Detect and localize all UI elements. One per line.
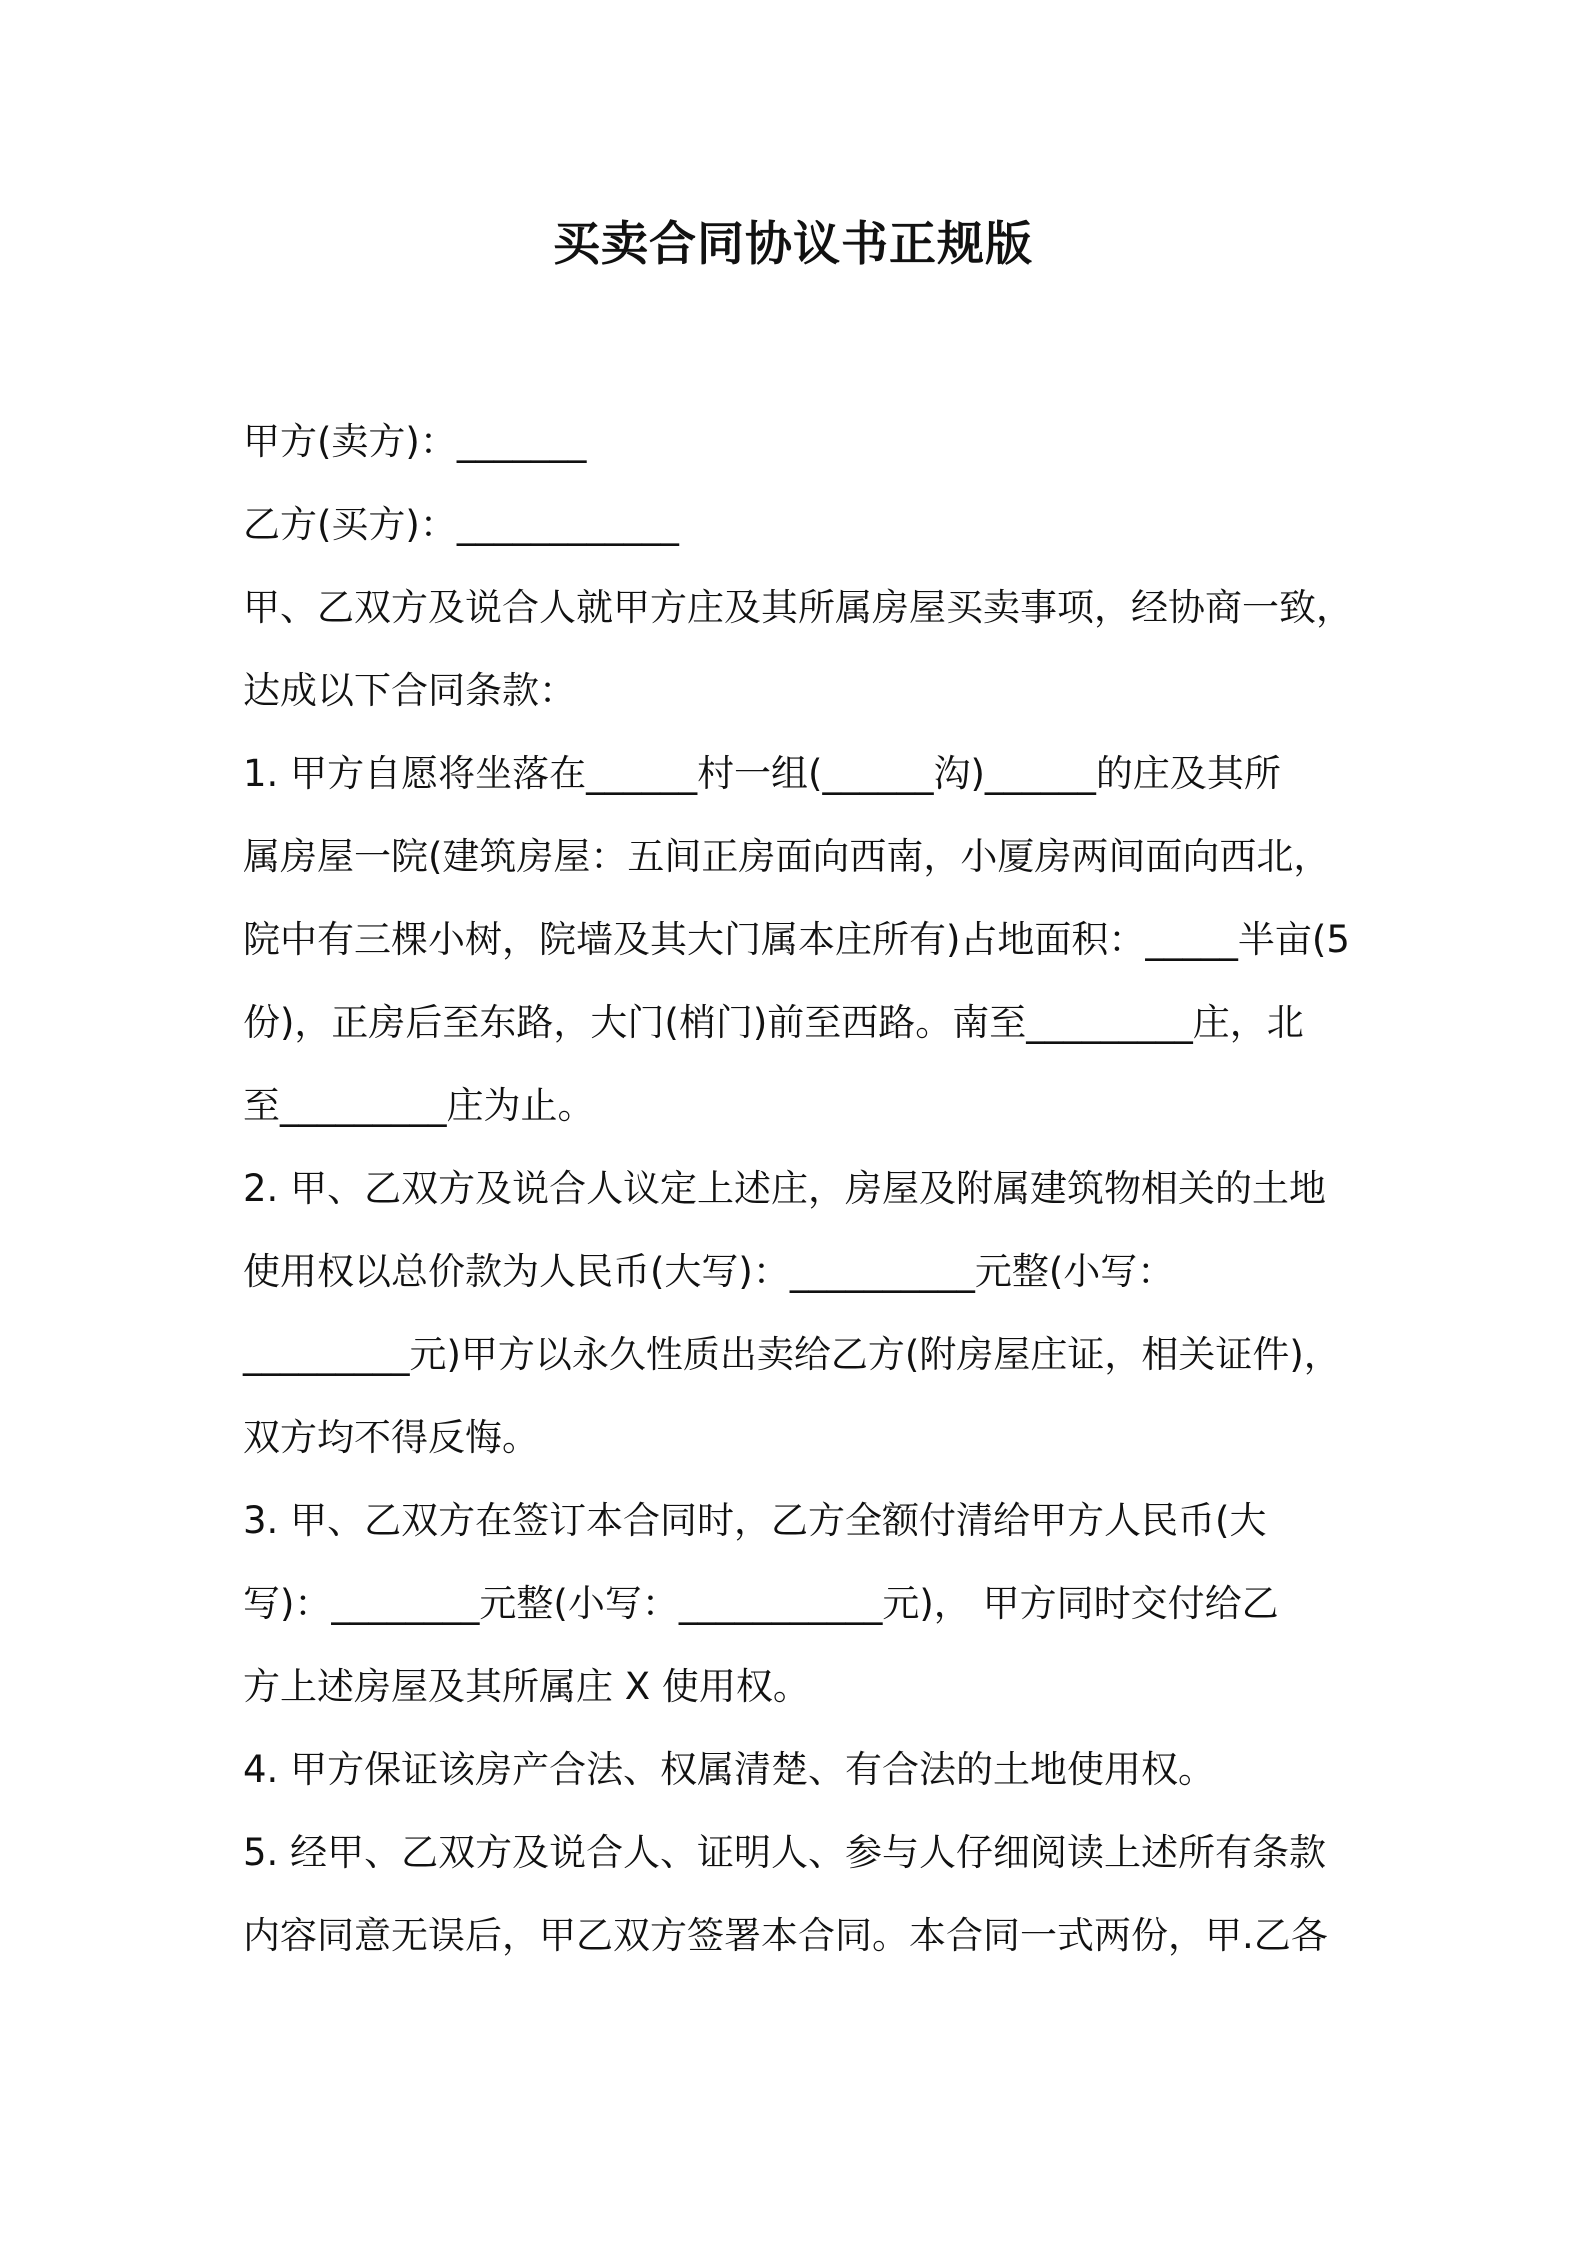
clause-1-line-1: 1. 甲方自愿将坐落在______村一组(______沟)______的庄及其所: [243, 752, 1281, 795]
clause-4-line-1: 4. 甲方保证该房产合法、权属清楚、有合法的土地使用权。: [243, 1748, 1216, 1791]
party-a-line: 甲方(卖方)：_______: [243, 420, 587, 463]
clause-3-line-3: 方上述房屋及其所属庄 X 使用权。: [243, 1665, 810, 1708]
clause-5-line-2: 内容同意无误后，甲乙双方签署本合同。本合同一式两份，甲.乙各: [243, 1914, 1328, 1957]
clause-1-line-5: 至_________庄为止。: [243, 1084, 595, 1127]
intro-line-2: 达成以下合同条款：: [243, 669, 576, 712]
clause-3-line-2: 写)：________元整(小写：___________元)， 甲方同时交付给乙: [243, 1582, 1279, 1625]
clause-3-line-1: 3. 甲、乙双方在签订本合同时，乙方全额付清给甲方人民币(大: [243, 1499, 1267, 1542]
clause-2-line-4: 双方均不得反悔。: [243, 1416, 539, 1459]
clause-1-line-3: 院中有三棵小树，院墙及其大门属本庄所有)占地面积：_____半亩(5: [243, 918, 1350, 961]
clause-2-line-3: _________元)甲方以永久性质出卖给乙方(附房屋庄证，相关证件)，: [243, 1333, 1341, 1376]
party-b-line: 乙方(买方)：____________: [243, 503, 679, 546]
clause-1-line-2: 属房屋一院(建筑房屋：五间正房面向西南，小厦房两间面向西北，: [243, 835, 1331, 878]
intro-line-1: 甲、乙双方及说合人就甲方庄及其所属房屋买卖事项，经协商一致，: [243, 586, 1353, 629]
clause-2-line-2: 使用权以总价款为人民币(大写)：__________元整(小写：: [243, 1250, 1175, 1293]
contract-body: [243, 400, 1363, 1977]
document-title: 买卖合同协议书正规版: [553, 217, 1033, 272]
clause-5-line-1: 5. 经甲、乙双方及说合人、证明人、参与人仔细阅读上述所有条款: [243, 1831, 1327, 1874]
clause-1-line-4: 份)，正房后至东路，大门(梢门)前至西路。南至_________庄，北: [243, 1001, 1304, 1044]
clause-2-line-1: 2. 甲、乙双方及说合人议定上述庄，房屋及附属建筑物相关的土地: [243, 1167, 1327, 1210]
